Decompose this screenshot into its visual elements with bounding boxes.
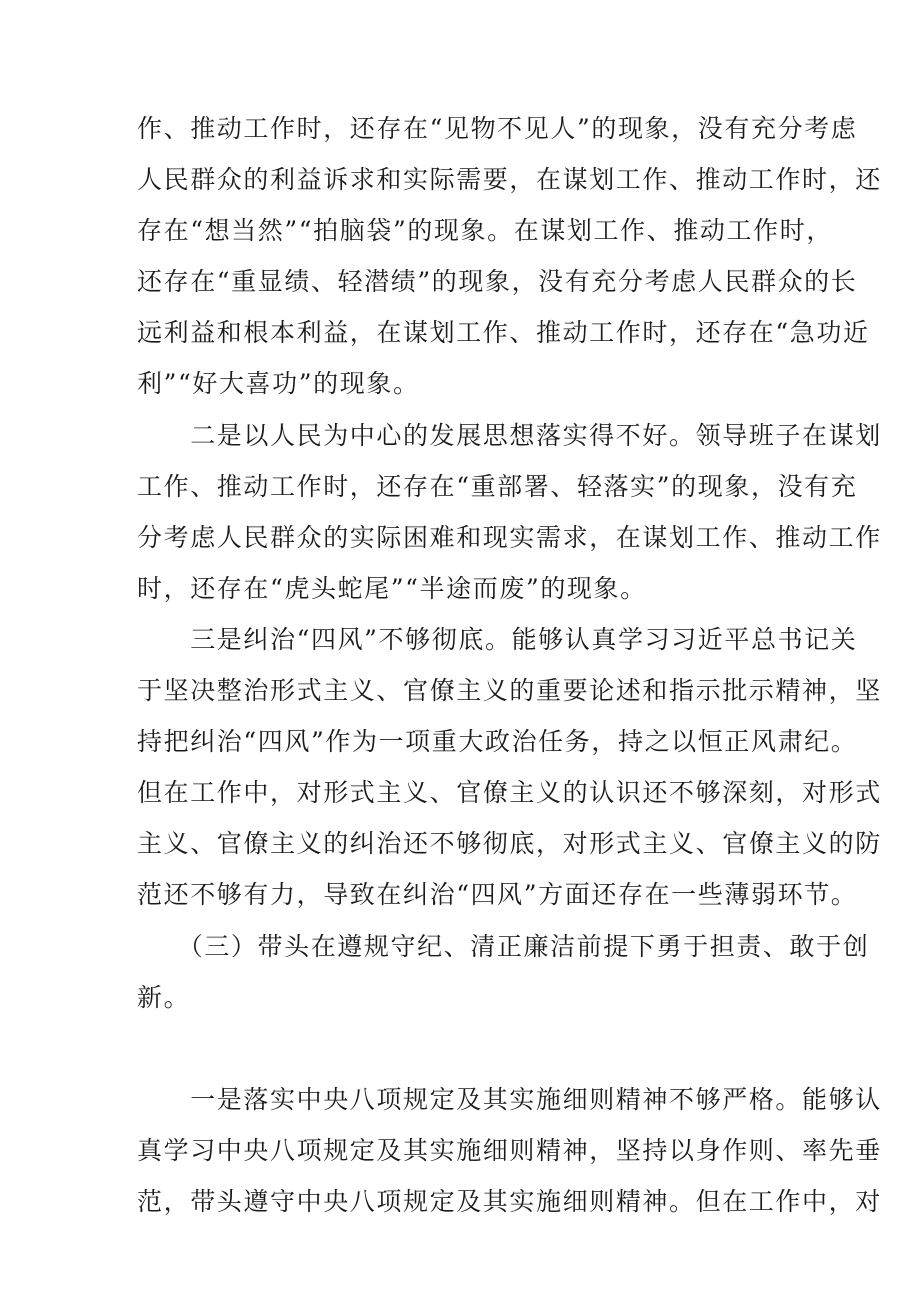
text-line: 工作、推动工作时，还存在“重部署、轻落实”的现象，没有充	[137, 472, 858, 501]
section-heading	[137, 921, 870, 1023]
text-line: 新。	[137, 983, 191, 1012]
text-line: 分考虑人民群众的实际困难和现实需求，在谋划工作、推动工作	[137, 523, 882, 552]
paragraph-2	[137, 410, 882, 614]
paragraph-5	[137, 1074, 882, 1227]
paragraph-1	[137, 103, 882, 409]
text-line: 存在“想当然”“拍脑袋”的现象。在谋划工作、推动工作时，	[137, 216, 833, 245]
text-line: 人民群众的利益诉求和实际需要，在谋划工作、推动工作时，还	[137, 165, 882, 194]
text-line: 范，带头遵守中央八项规定及其实施细则精神。但在工作中，对	[137, 1187, 882, 1216]
text-line: 作、推动工作时，还存在“见物不见人”的现象，没有充分考虑	[137, 114, 858, 143]
text-line: 于坚决整治形式主义、官僚主义的重要论述和指示批示精神，坚	[137, 676, 882, 705]
text-line: 远利益和根本利益，在谋划工作、推动工作时，还存在“急功近	[137, 318, 870, 347]
text-line: 范还不够有力，导致在纠治“四风”方面还存在一些薄弱环节。	[137, 880, 858, 909]
paragraph-3	[137, 614, 882, 920]
text-line: 真学习中央八项规定及其实施细则精神，坚持以身作则、率先垂	[137, 1136, 882, 1165]
text-line: 时，还存在“虎头蛇尾”“半途而废”的现象。	[137, 574, 647, 603]
text-line: 三是纠治“四风”不够彻底。能够认真学习习近平总书记关	[137, 625, 858, 654]
text-line: 利”“好大喜功”的现象。	[137, 369, 420, 398]
text-line: 一是落实中央八项规定及其实施细则精神不够严格。能够认	[137, 1085, 882, 1114]
text-line: 二是以人民为中心的发展思想落实得不好。领导班子在谋划	[137, 421, 882, 450]
text-line: 持把纠治“四风”作为一项重大政治任务，持之以恒正风肃纪。	[137, 727, 858, 756]
text-line: （三）带头在遵规守纪、清正廉洁前提下勇于担责、敢于创	[137, 932, 870, 961]
text-line: 还存在“重显绩、轻潜绩”的现象，没有充分考虑人民群众的长	[137, 267, 858, 296]
text-line: 但在工作中，对形式主义、官僚主义的认识还不够深刻，对形式	[137, 778, 882, 807]
text-line: 主义、官僚主义的纠治还不够彻底，对形式主义、官僚主义的防	[137, 829, 882, 858]
